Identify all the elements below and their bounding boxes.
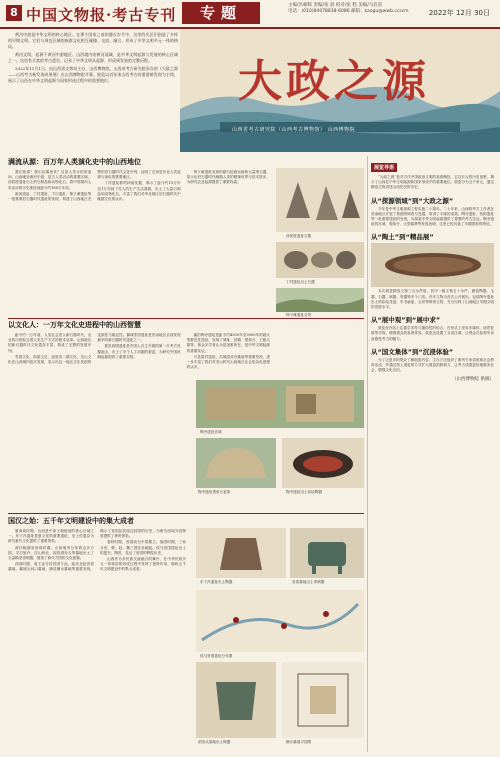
figure-tomb-plan	[282, 662, 364, 738]
stone-tools-photo	[276, 168, 364, 232]
pottery-photo	[196, 528, 286, 578]
article-body	[8, 170, 270, 330]
figure-caption: 陶寺遗址出土彩绘陶器	[286, 490, 322, 494]
article-paragraph: 匼河遗址、丁村遗址、下川遗址、柿子滩遗址等一批重要旧石器时代遗址的发现，构建了山西地区完整的旧石器时代文化序列，证明了这里是东亚人类起源与演化的重要地区。	[8, 170, 181, 202]
article-paragraph: 丁村遗址群的持续发掘，揭示了距今约10万年至1万年间丁村人的生产生活面貌，出土了大量石制品和动物化石，丰富了我们对华北地区旧石器时代中晚期文化的认识。	[97, 181, 181, 202]
side-byline: （山西博物院 供稿）	[452, 377, 494, 383]
figure-site-view	[276, 288, 364, 312]
contact-line: 电话：(010)84078838-6086 邮箱：kaogu@wwb.ccscm	[288, 9, 409, 14]
section-divider	[8, 513, 364, 514]
figure-caption: 丁村遗址出土石器	[286, 280, 315, 284]
bronze-ware-photo	[196, 662, 276, 738]
side-heading: 从“国文集体”到“沉浸体验”	[371, 347, 454, 356]
article-paragraph: 夏县西阴遗址是中国人自主开展的第一次考古发掘地点，出土了半个人工切割的蚕茧，为研究中国丝绸起源提供了重要实物。	[97, 344, 181, 359]
lead-paragraph: 黄河中游是中华文明的核心地区。在那个国家之前的漫长岁月中，这里的先民们创造了多样的早期文明。它们与周边区域的族群文化相互碰撞、交流、融合，形成了中华文明多元一体的格局。	[8, 32, 178, 49]
stone-tools-photo-2	[276, 242, 364, 278]
side-paragraph: 为了让更多的观众了解展览内容，主办方还组织了系列专家讲座和社会教育活动，并通过线上展览的方式扩大展览的影响力，让考古成果更好地服务社会，增强文化自信。	[371, 357, 494, 373]
editors-info	[288, 3, 428, 15]
page-header	[0, 0, 500, 29]
article-paragraph: 西周时期，周王室分封晋国于此。曲沃北赵晋侯墓地、翼城大河口墓地、绛县横水墓地等重要发现，揭示了晋国及其周边封国的历史，为研究西周分封制度提供了珍贵资料。	[8, 529, 186, 572]
site-landscape-photo	[276, 288, 364, 312]
figure-pottery	[196, 528, 286, 578]
side-paragraph: 本次展览精选文物三百余件组，其中一级文物五十余件，涵盖陶器、玉器、石器、铜器、骨器等多个门类。许多文物为首次公开展出，包括陶寺遗址出土的彩绘龙盘、朱书扁壶、玉琮等珍贵文物，充分反映了山西地区早期文明的发展水平。	[371, 289, 494, 310]
figure-caption: 柿子滩遗址全景	[286, 313, 312, 317]
figure-bronze-ware	[196, 662, 276, 738]
article-paragraph: 夏商周时期，山西是中原王朝统治的核心区域之一。东下冯遗址是夏文化的重要遗址，出土的遗存为研究夏代文化提供了重要资料。	[8, 529, 94, 544]
feature-title: 大政之源	[238, 56, 430, 107]
painted-pottery-photo	[282, 438, 364, 488]
article-body	[8, 529, 186, 755]
figure-caption: 横水墓地平面图	[286, 740, 312, 744]
figure-caption: 晋侯墓地出土青铜器	[292, 580, 325, 584]
side-intro: “大政之源”是对古代中国政治文明的高度概括，它以宏大的历史视野，揭示了山西在中华文明起源和国家形成中的重要地位。展览分为五个单元，通过精选文物讲述山西先民的历史。	[371, 175, 494, 190]
article-title: 以文化人：一万年文化史进程中的山西智慧	[8, 321, 141, 329]
article-paragraph: 我们是谁？我们从哪里来？这是人类永恒的追问。山西地处黄河中游，是古人类活动的重要区域。西侯度遗址出土的石制品和动物化石，将中国境内人类活动的历史推进到距今约180万年前。	[8, 170, 92, 190]
figure-aerial-site	[196, 380, 364, 428]
figure-site-map	[196, 590, 364, 652]
figure-caption: 酒务头墓地出土铜器	[198, 740, 231, 744]
feature-banner	[0, 29, 500, 152]
article-paragraph: 春秋时期，晋国成为中原霸主；战国时期，三家分晋，韩、赵、魏三国在此崛起。侯马晋国遗址出土的盟书、陶范，见证了晋国的辉煌历史。	[100, 540, 186, 555]
bronze-vessel-photo	[290, 528, 364, 578]
article-paragraph: 枣园文化、仰韶文化、庙底沟二期文化、龙山文化在山西境内依次发展，显示出这一地区文化发展的连续性与稳定性。翼城枣园遗址是晋南地区目前发现最早的新石器时代遗址之一。	[8, 333, 181, 365]
section-divider	[8, 318, 364, 319]
side-heading: 从“探源领域”到“大政之源”	[371, 196, 454, 205]
article-paragraph: 兴县碧村遗址、芮城清凉寺墓地等重要发现，进一步丰富了我们对龙山时代山西地区社会复杂化进程的认识。	[186, 354, 270, 370]
lead-text	[8, 32, 178, 84]
feature-subcaption: 山西省考古研究院（山西考古博物馆） 山西博物院	[232, 127, 356, 133]
figure-observatory	[196, 438, 276, 488]
article-paragraph: 距今约一万年前，人类社会进入新石器时代，农业的出现标志着人类生产方式的根本变革。山西地区的新石器时代文化遗存丰富，构成了完整的发展序列。	[8, 333, 92, 353]
article-paragraph: 柿子滩遗址发现的赭石绘画岩画和大量细石器，显示出旧石器时代晚期人类的精神世界与技术进步，为研究农业起源提供了重要线索。	[186, 170, 270, 185]
issue-date: 2022年 12月 30日	[428, 9, 490, 17]
title-artwork	[180, 29, 500, 152]
figure-stone-tools-2	[276, 242, 364, 278]
figure-stone-tools	[276, 168, 364, 232]
figure-bronzes	[290, 528, 364, 578]
aerial-site-photo	[196, 380, 364, 428]
side-heading: 从“展中观”到“展中求”	[371, 316, 441, 325]
side-heading: 从“陶土”到“精品展”	[371, 233, 434, 242]
article-title: 满流从源：百万年人类演化史中的山西地位	[8, 158, 141, 166]
article-paragraph: 襄汾陶寺遗址是距今约4300年至3900年的超大型都邑性遗址，发现了城址、宫殿、观象台、王级大墓等，被众多学者认为是尧都所在，是中华文明起源的重要实证。	[186, 333, 270, 353]
tomb-plan-diagram	[282, 662, 364, 738]
figure-caption: 侯马晋国遗址分布图	[200, 654, 233, 658]
figure-caption: 陶寺遗址观象台复原	[198, 490, 231, 494]
lead-paragraph: 2022年11月1日，由山西省文物局主办，山西博物院、山西省考古研究院承办的《大政之源——山西考古新发现成果展》在山西博物院开幕。展览以近年来山西考古的重要新发现为主线，展示了山西在中华文明起源与国家形成过程中的重要地位。	[8, 66, 178, 83]
artifact-photo	[371, 243, 494, 287]
masthead: 中国文物报·考古专刊	[26, 6, 177, 24]
side-paragraph: 展览在内容上注重学术性与通俗性的结合，在形式上采用多媒体、场景复原等手段，增强观众的参观体验。展览还设置了互动区域，让观众在参观中亲身感受考古的魅力。	[371, 326, 494, 341]
article-paragraph: 商代晚期至西周时期，山西境内分布着众多方国。灵石旌介、浮山桥北、闻喜酒务头等墓地出土了大量精美青铜器，展现了商代方国的文化面貌。	[8, 545, 94, 561]
article-paragraph: 山西作为多民族交流融合的舞台，在中华民族多元一体格局的形成过程中发挥了独特作用，堪称五千年文明建设中的集大成者。	[100, 557, 186, 572]
site-map-diagram	[196, 590, 364, 652]
article-title: 国汉之始：五千年文明建设中的集大成者	[8, 517, 134, 525]
lead-paragraph: 黄河文明，起源于黄河中游地区。山西境内的黄河流域，是中华文明起源与发展的核心区域之一。这里有丰富的考古遗存，记录了中华文明从起源、形成到发展的完整历程。	[8, 52, 178, 63]
page-number: 8	[6, 5, 22, 21]
side-paragraph: 今年是中华文明探源工程实施二十周年。二十年来，山西的考古工作者在晋南地区开展了系统的调查与发掘，取得了丰硕的成果。陶寺遗址、西阴遗址等一批重要遗址的发现，为探索中华文明起源提供了重要的考古实证。陶寺遗址的宫城、观象台、大型墓葬等发现表明，这里已经具备了早期国家的特征。	[371, 206, 494, 227]
section-label: 专题	[182, 2, 260, 24]
editors-line: 主编/冯朝晖 责编/张 晨 校对/张 程 美编/马岩雷	[288, 3, 383, 8]
figure-caption: 陶寺遗址宫城	[200, 430, 222, 434]
side-column	[371, 154, 494, 754]
observatory-photo	[196, 438, 276, 488]
figure-caption: 东下冯遗址出土陶器	[200, 580, 233, 584]
figure-caption: 西侯度遗址石器	[286, 234, 312, 238]
side-tag: 展览导语	[371, 163, 397, 172]
figure-painted-pottery	[282, 438, 364, 488]
